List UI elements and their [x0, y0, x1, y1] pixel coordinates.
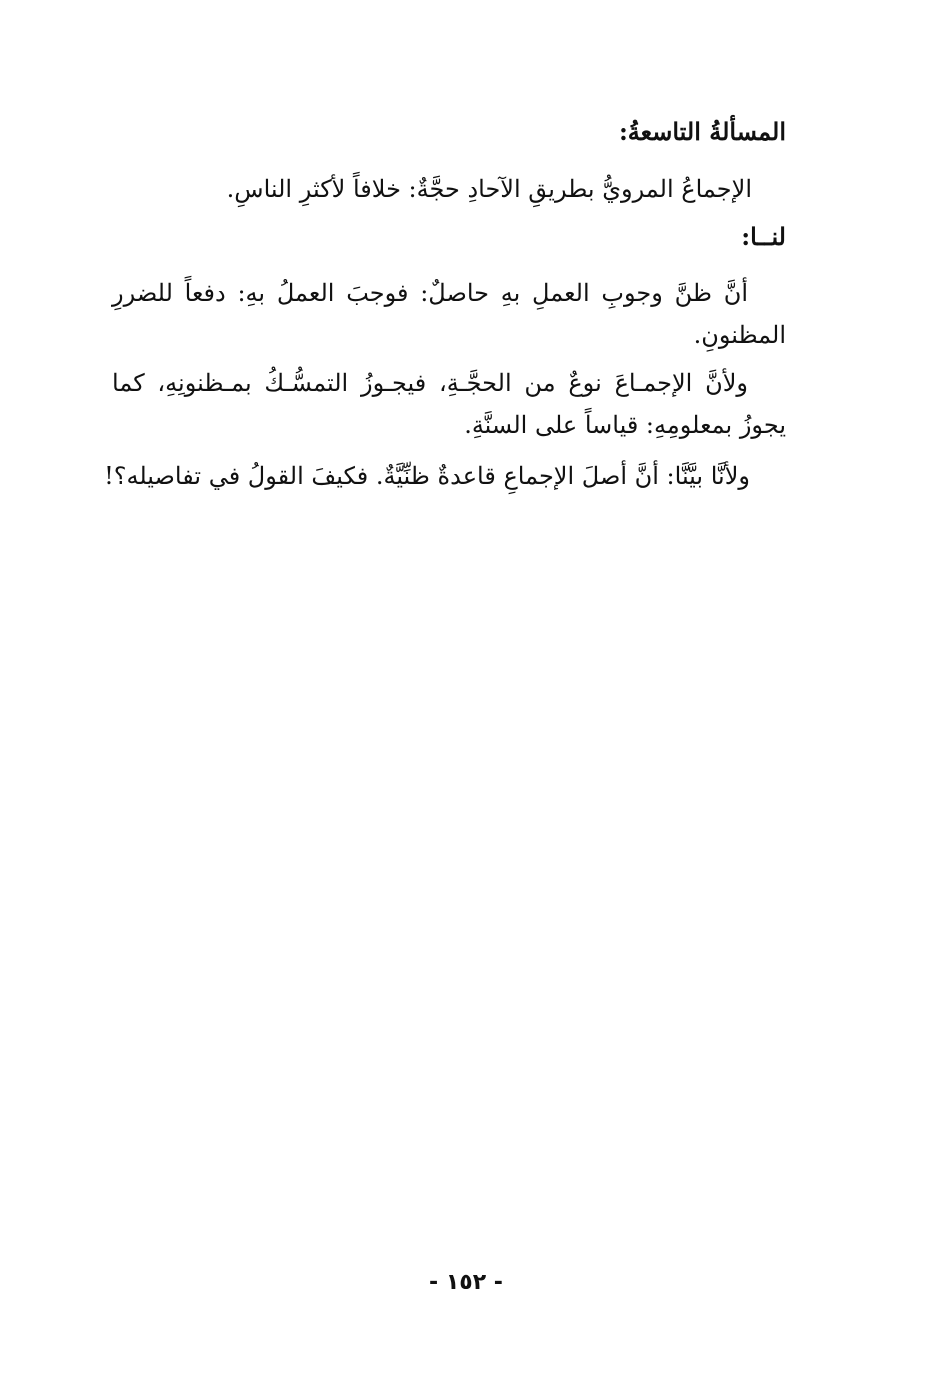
subheading-lana: لنــا: — [741, 222, 786, 251]
paragraph-argument-2: ولأنَّ الإجمـاعَ نوعٌ من الحجَّـةِ، فيجـوزُ التمسُّـكُ بمـظنونِهِ، كما يجوزُ بمعلومِهِ: قياساً على السنَّةِ. — [112, 369, 786, 439]
paragraph-argument-1: أنَّ ظنَّ وجوبِ العملِ بهِ حاصلٌ: فوجبَ العملُ بهِ: دفعاً للضررِ المظنونِ. — [112, 279, 786, 349]
page-number: - ١٥٢ - — [429, 1270, 503, 1295]
section-heading: المسألةُ التاسعةُ: — [618, 117, 786, 146]
paragraph-claim: الإجماعُ المرويُّ بطريقِ الآحادِ حجَّةٌ: خلافاً لأكثرِ الناسِ. — [226, 175, 752, 203]
paragraph-argument-3: ولأنَّا بيَّنَّا: أنَّ أصلَ الإجماعِ قاعدةٌ ظنِّيَّةٌ. فكيفَ القولُ في تفاصيله؟! — [104, 462, 750, 490]
